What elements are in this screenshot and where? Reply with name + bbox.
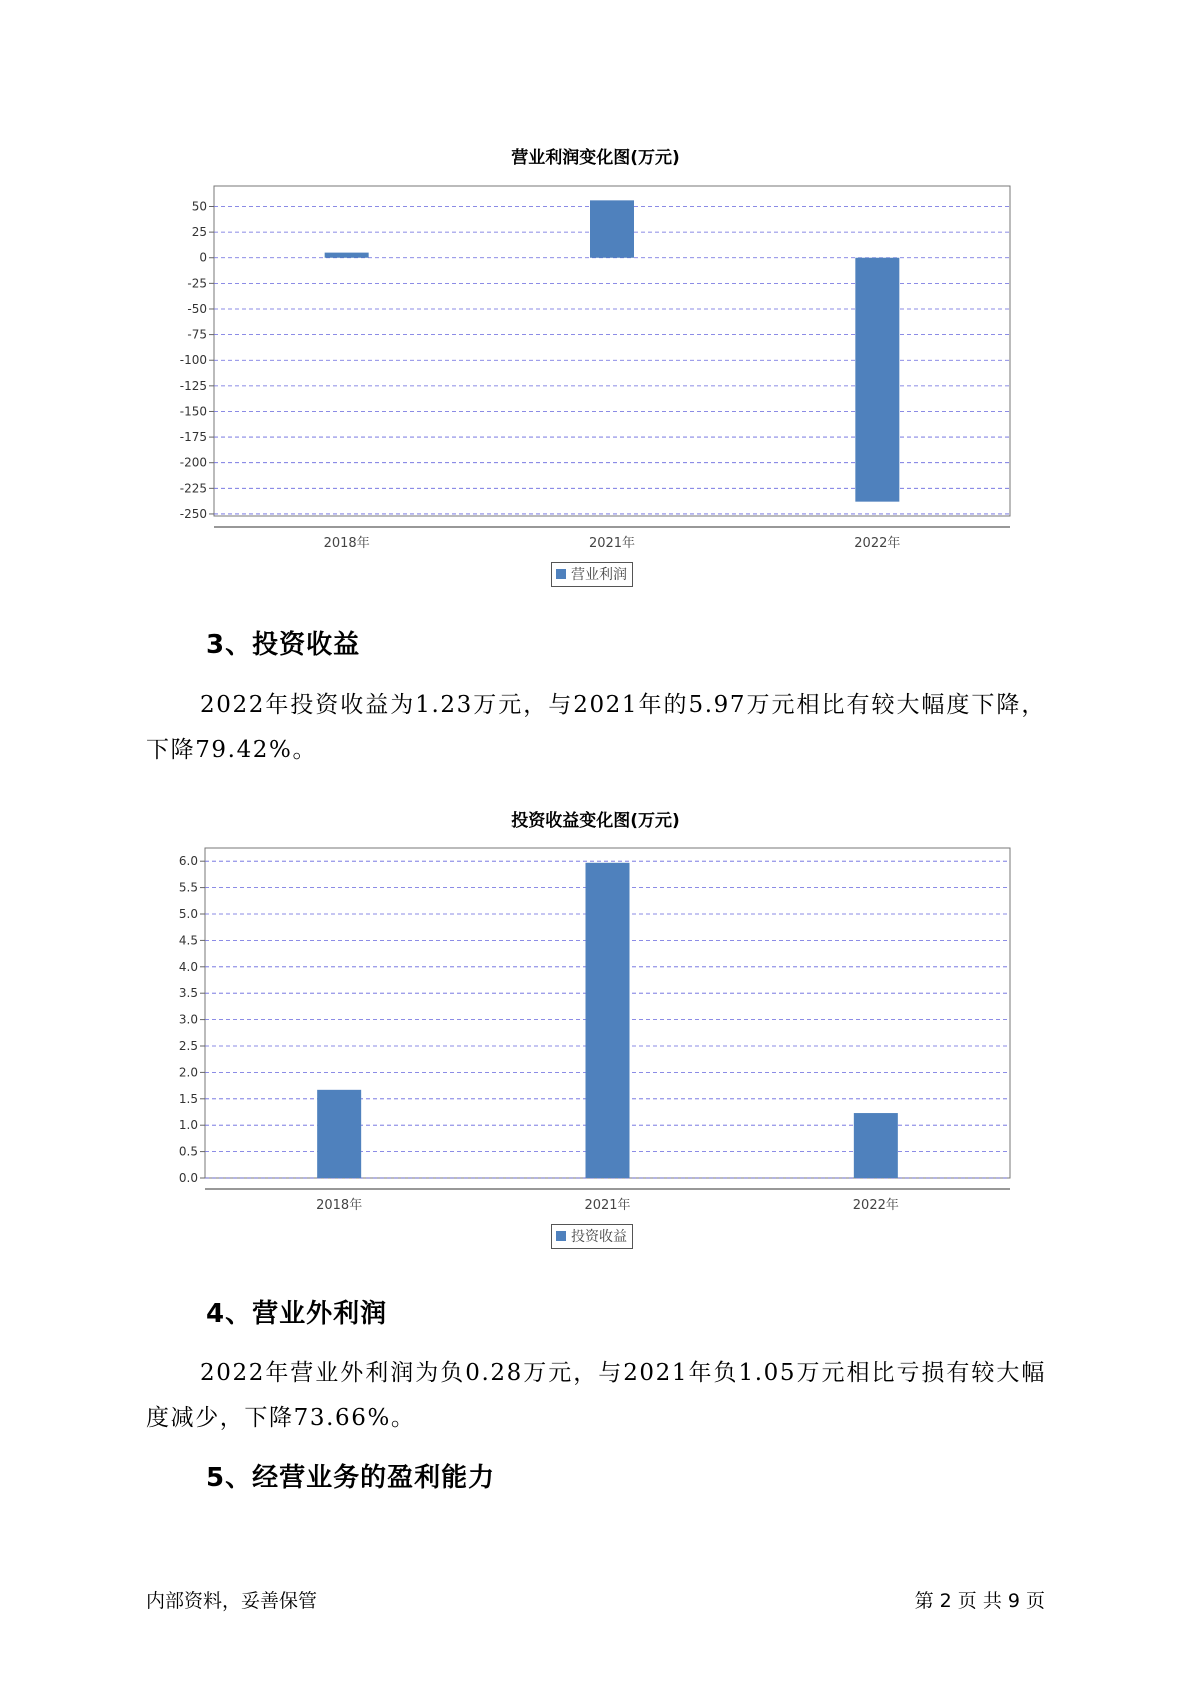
- x-tick-label: 2021年: [584, 1198, 631, 1213]
- y-tick-label: -100: [179, 353, 207, 368]
- section-paragraph-3: 2022年投资收益为1.23万元，与2021年的5.97万元相比有较大幅度下降，下降79.42%。: [146, 692, 1046, 763]
- y-tick-label: 2.5: [178, 1039, 198, 1053]
- y-tick-label: -250: [179, 506, 207, 521]
- y-tick-label: -25: [187, 276, 207, 291]
- y-tick-label: 3.0: [178, 1012, 198, 1027]
- x-tick-label: 2022年: [852, 1198, 899, 1213]
- y-tick-label: 25: [191, 225, 207, 240]
- y-tick-label: 0.0: [178, 1171, 198, 1185]
- y-tick-label: 3.5: [178, 986, 198, 1001]
- chart2-title: 投资收益变化图(万元): [511, 811, 680, 831]
- footer-page-number: 第 2 页 共 9 页: [914, 1590, 1045, 1612]
- section-heading-3: 3、投资收益: [206, 630, 361, 660]
- chart2-legend-label: 投资收益: [571, 1229, 627, 1245]
- y-tick-label: -150: [179, 404, 207, 419]
- y-tick-label: 6.0: [178, 854, 198, 869]
- footer-confidential-note: 内部资料，妥善保管: [146, 1590, 318, 1612]
- bar: [854, 1113, 898, 1178]
- y-tick-label: 0: [199, 250, 207, 265]
- section-heading-4: 4、营业外利润: [206, 1299, 388, 1329]
- y-tick-label: -175: [179, 430, 207, 445]
- y-tick-label: 5.0: [178, 907, 198, 921]
- y-tick-label: -125: [179, 378, 207, 393]
- chart1-title: 营业利润变化图(万元): [511, 148, 680, 168]
- y-tick-label: 1.5: [178, 1091, 198, 1106]
- section-heading-5: 5、经营业务的盈利能力: [206, 1463, 496, 1493]
- y-tick-label: 2.0: [178, 1065, 198, 1080]
- y-tick-label: 4.5: [178, 933, 198, 948]
- y-tick-label: -200: [179, 455, 207, 470]
- bar: [317, 1090, 361, 1178]
- x-tick-label: 2021年: [588, 536, 636, 551]
- legend-swatch-icon: [556, 1231, 566, 1241]
- bar: [586, 863, 630, 1178]
- y-tick-label: 0.5: [178, 1144, 198, 1159]
- section-paragraph-4: 2022年营业外利润为负0.28万元，与2021年负1.05万元相比亏损有较大幅度减少，下降73.66%。: [146, 1360, 1046, 1431]
- y-tick-label: 1.0: [178, 1118, 198, 1133]
- y-tick-label: 4.0: [178, 959, 198, 974]
- y-tick-label: -75: [187, 327, 207, 342]
- chart1-legend-label: 营业利润: [571, 567, 627, 583]
- y-tick-label: -50: [187, 301, 207, 316]
- x-tick-label: 2018年: [316, 1198, 363, 1213]
- x-tick-label: 2022年: [854, 536, 901, 551]
- y-tick-label: -225: [179, 481, 207, 496]
- y-tick-label: 50: [191, 199, 207, 214]
- chart2-legend: [551, 1224, 633, 1249]
- x-tick-label: 2018年: [323, 536, 370, 551]
- y-tick-label: 5.5: [178, 880, 198, 895]
